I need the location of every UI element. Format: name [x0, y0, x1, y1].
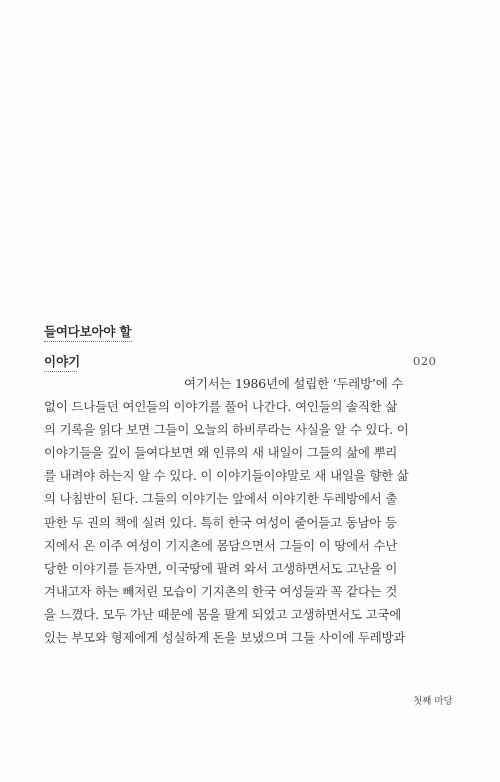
text-line: 의 기록을 읽다 보면 그들이 오늘의 하비루라는 사실을 알 수 있다. 이: [44, 422, 409, 438]
text-line: 이야기들을 깊이 들여다보면 왜 인류의 새 내일이 그들의 삶에 뿌리: [44, 445, 398, 461]
body-text: [44, 372, 409, 649]
text-line: 있는 부모와 형제에게 성실하게 돈을 보냈으며 그들 사이에 두레방과: [44, 630, 406, 646]
text-line: 여기서는 1986년에 설립한 ‘두레방’에 수: [184, 376, 404, 391]
text-line: 판한 두 권의 책에 실려 있다. 특히 한국 여성이 줄어들고 동남아 등: [44, 514, 397, 530]
running-footer: 첫째 마당: [413, 696, 453, 707]
text-line: 을 느꼈다. 모두 가난 때문에 몸을 팔게 되었고 고생하면서도 고국에: [44, 606, 402, 622]
text-line: 겨내고자 하는 빼저린 모습이 기지촌의 한국 여성들과 꼭 같다는 것: [44, 583, 398, 599]
section-heading-line1: 들여다보아야 할: [44, 324, 132, 339]
text-line: 의 나침반이 된다. 그들의 이야기는 앞에서 이야기한 두레방에서 출: [44, 491, 398, 507]
text-line: 를 내려야 하는지 알 수 있다. 이 이야기들이야말로 새 내일을 향한 삶: [44, 468, 409, 484]
text-line: 없이 드나들던 여인들의 이야기를 풀어 나간다. 여인들의 솔직한 삶: [44, 399, 398, 415]
text-line: 당한 이야기를 듣자면, 이국땅에 팔려 와서 고생하면서도 고난을 이: [44, 560, 398, 576]
text-line: 지에서 온 이주 여성이 기지촌에 몸담으면서 그들이 이 땅에서 수난: [44, 537, 398, 553]
heading-underline-1: [44, 341, 132, 342]
section-heading-line2: 이야기: [44, 354, 81, 369]
page-number: 020: [413, 354, 437, 368]
